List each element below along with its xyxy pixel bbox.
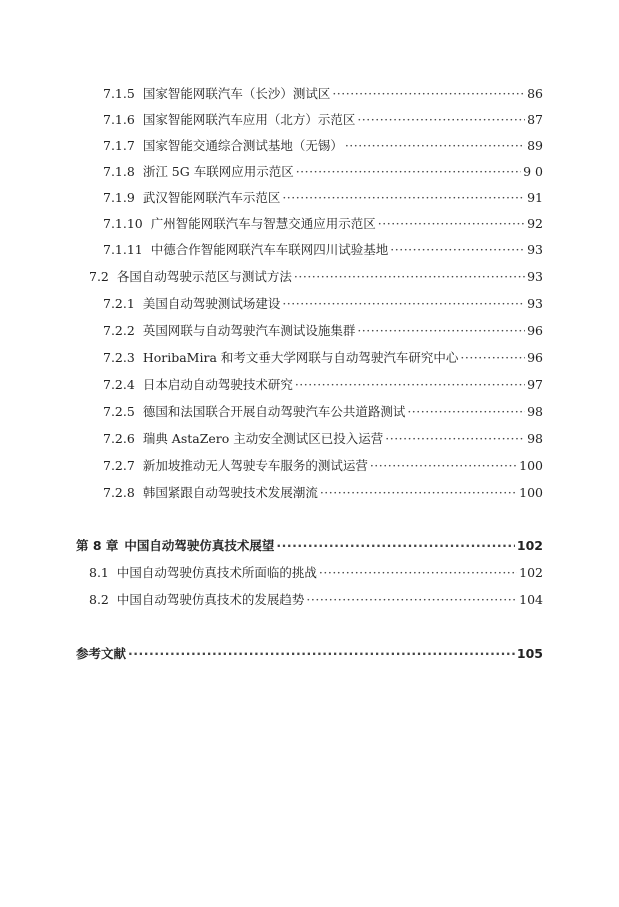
toc-entry-7-2[interactable] <box>89 269 543 285</box>
toc-entry-title: 国家智能网联汽车应用（北方）示范区 <box>142 112 356 127</box>
toc-entry-7-2-6[interactable] <box>103 431 543 447</box>
toc-entry-number: 7.2.8 <box>103 485 135 500</box>
toc-leader-dots <box>390 242 525 258</box>
toc-entry-number: 7.2.6 <box>103 431 135 446</box>
toc-entry-page: 98 <box>527 431 543 446</box>
toc-entry-page: 97 <box>527 377 543 392</box>
toc-entry-number: 7.1.5 <box>103 86 135 101</box>
toc-entry-title: 瑞典 AstaZero 主动安全测试区已投入运营 <box>142 431 384 446</box>
toc-entry-title: HoribaMira 和考文垂大学网联与自动驾驶汽车研究中心 <box>142 350 459 365</box>
toc-leader-dots <box>319 565 517 581</box>
toc-leader-dots <box>294 269 525 285</box>
toc-entry-page: 92 <box>527 216 543 231</box>
toc-leader-dots <box>320 485 517 501</box>
toc-leader-dots <box>378 216 525 232</box>
toc-entry-title: 广州智能网联汽车与智慧交通应用示范区 <box>150 216 376 231</box>
toc-references[interactable] <box>76 646 543 662</box>
toc-entry-page: 93 <box>527 296 543 311</box>
toc-entry-number: 8.2 <box>89 592 109 607</box>
toc-entry-page: 93 <box>527 242 543 257</box>
toc-entry-page: 104 <box>519 592 543 607</box>
toc-entry-title: 美国自动驾驶测试场建设 <box>142 296 281 311</box>
toc-leader-dots <box>385 431 525 447</box>
toc-entry-title: 新加坡推动无人驾驶专车服务的测试运营 <box>142 458 368 473</box>
toc-entry-title: 中德合作智能网联汽车车联网四川试验基地 <box>150 242 389 257</box>
toc-entry-7-1-7[interactable] <box>103 138 543 154</box>
toc-entry-number: 8.1 <box>89 565 109 580</box>
toc-chapter-page: 102 <box>516 538 543 553</box>
toc-entry-page: 93 <box>527 269 543 284</box>
toc-entry-title: 浙江 5G 车联网应用示范区 <box>142 164 294 179</box>
toc-entry-number: 7.2.5 <box>103 404 135 419</box>
toc-entry-7-1-6[interactable] <box>103 112 543 128</box>
toc-entry-number: 7.2.4 <box>103 377 135 392</box>
toc-entry-title: 韩国紧跟自动驾驶技术发展潮流 <box>142 485 318 500</box>
toc-entry-page: 102 <box>519 565 543 580</box>
toc-references-title: 参考文献 <box>76 646 127 661</box>
toc-entry-number: 7.2.3 <box>103 350 135 365</box>
toc-leader-dots <box>282 190 525 206</box>
toc-entry-7-1-11[interactable] <box>103 242 543 258</box>
toc-entry-number: 7.2 <box>89 269 109 284</box>
toc-entry-7-2-2[interactable] <box>103 323 543 339</box>
toc-entry-number: 7.1.8 <box>103 164 135 179</box>
toc-entry-8-2[interactable] <box>89 592 543 608</box>
toc-entry-7-1-5[interactable] <box>103 86 543 102</box>
toc-entry-page: 9 0 <box>523 164 543 179</box>
toc-leader-dots <box>276 538 514 554</box>
toc-entry-number: 7.1.9 <box>103 190 135 205</box>
toc-entry-number: 7.1.7 <box>103 138 135 153</box>
toc-entry-page: 96 <box>527 323 543 338</box>
toc-entry-number: 7.1.10 <box>103 216 143 231</box>
toc-chapter-8[interactable] <box>76 538 543 554</box>
toc-entry-page: 96 <box>527 350 543 365</box>
toc-entry-page: 98 <box>527 404 543 419</box>
toc-entry-7-2-1[interactable] <box>103 296 543 312</box>
toc-entry-7-1-8[interactable] <box>103 164 543 180</box>
toc-entry-number: 7.2.1 <box>103 296 135 311</box>
toc-leader-dots <box>357 323 525 339</box>
toc-entry-title: 德国和法国联合开展自动驾驶汽车公共道路测试 <box>142 404 406 419</box>
toc-entry-title: 日本启动自动驾驶技术研究 <box>142 377 293 392</box>
toc-leader-dots <box>306 592 517 608</box>
toc-entry-number: 7.1.6 <box>103 112 135 127</box>
toc-chapter-title: 中国自动驾驶仿真技术展望 <box>124 538 275 553</box>
toc-leader-dots <box>332 86 525 102</box>
toc-entry-number: 7.1.11 <box>103 242 143 257</box>
toc-entry-7-1-10[interactable] <box>103 216 543 232</box>
toc-entry-7-2-4[interactable] <box>103 377 543 393</box>
toc-leader-dots <box>460 350 525 366</box>
toc-entry-title: 中国自动驾驶仿真技术的发展趋势 <box>116 592 305 607</box>
toc-chapter-number: 第 8 章 <box>76 538 119 553</box>
toc-entry-7-2-7[interactable] <box>103 458 543 474</box>
toc-leader-dots <box>357 112 525 128</box>
toc-entry-title: 国家智能交通综合测试基地（无锡） <box>142 138 343 153</box>
toc-entry-page: 91 <box>527 190 543 205</box>
toc-entry-page: 89 <box>527 138 543 153</box>
toc-entry-title: 国家智能网联汽车（长沙）测试区 <box>142 86 331 101</box>
toc-entry-8-1[interactable] <box>89 565 543 581</box>
toc-leader-dots <box>296 164 521 180</box>
toc-leader-dots <box>295 377 525 393</box>
toc-entry-page: 100 <box>519 458 543 473</box>
toc-leader-dots <box>282 296 525 312</box>
toc-entry-number: 7.2.7 <box>103 458 135 473</box>
toc-entry-title: 中国自动驾驶仿真技术所面临的挑战 <box>116 565 317 580</box>
toc-leader-dots <box>370 458 517 474</box>
toc-leader-dots <box>128 646 515 662</box>
toc-leader-dots <box>407 404 525 420</box>
toc-entry-title: 英国网联与自动驾驶汽车测试设施集群 <box>142 323 356 338</box>
toc-entry-7-2-5[interactable] <box>103 404 543 420</box>
toc-entry-title: 各国自动驾驶示范区与测试方法 <box>116 269 292 284</box>
toc-entry-page: 100 <box>519 485 543 500</box>
toc-entry-title: 武汉智能网联汽车示范区 <box>142 190 281 205</box>
toc-entry-7-2-8[interactable] <box>103 485 543 501</box>
toc-entry-7-1-9[interactable] <box>103 190 543 206</box>
toc-entry-page: 87 <box>527 112 543 127</box>
toc-leader-dots <box>345 138 525 154</box>
toc-entry-page: 86 <box>527 86 543 101</box>
toc-entry-number: 7.2.2 <box>103 323 135 338</box>
toc-entry-7-2-3[interactable] <box>103 350 543 366</box>
toc-references-page: 105 <box>516 646 543 661</box>
